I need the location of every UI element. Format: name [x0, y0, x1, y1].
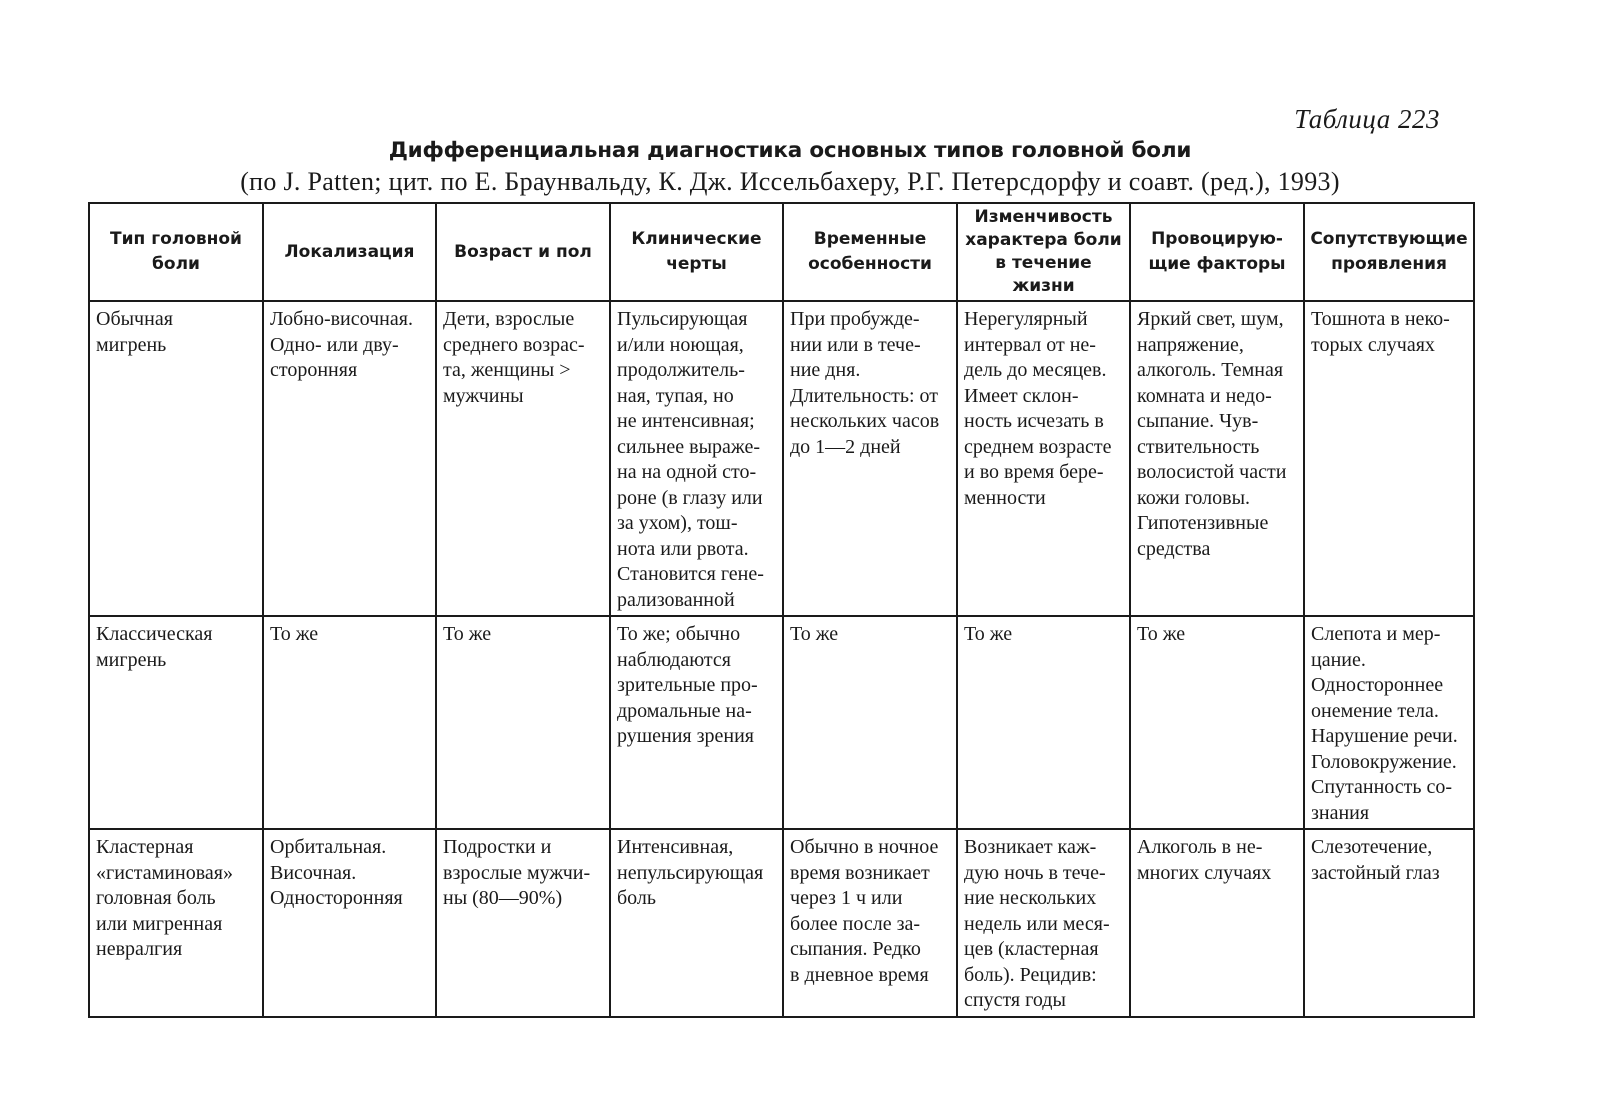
- header-age-sex: Возраст и пол: [436, 203, 610, 301]
- table-row: [89, 829, 1474, 1017]
- cell-age-sex: Дети, взрослые среднего возрас- та, женщины > мужчины: [436, 301, 610, 616]
- table-row: [89, 616, 1474, 829]
- cell-provoking-factors: То же: [1130, 616, 1304, 829]
- cell-temporal-features: При пробужде- нии или в тече- ние дня. Длительность: от нескольких часов до 1—2 дней: [783, 301, 957, 616]
- table-number: Таблица 223: [1294, 104, 1440, 134]
- cell-headache-type: Классическая мигрень: [89, 616, 263, 829]
- cell-localization: То же: [263, 616, 436, 829]
- cell-localization: Орбитальная. Височная. Односторонняя: [263, 829, 436, 1017]
- cell-clinical-features: Интенсивная, непульсирующая боль: [610, 829, 783, 1017]
- cell-temporal-features: То же: [783, 616, 957, 829]
- cell-temporal-features: Обычно в ночное время возникает через 1 ч или более после за- сыпания. Редко в дневное время: [783, 829, 957, 1017]
- cell-associated-symptoms: Тошнота в неко- торых случаях: [1304, 301, 1474, 616]
- header-provoking-factors: Провоцирую- щие факторы: [1130, 203, 1304, 301]
- header-headache-type: Тип головной боли: [89, 203, 263, 301]
- cell-provoking-factors: Алкоголь в не- многих случаях: [1130, 829, 1304, 1017]
- cell-provoking-factors: Яркий свет, шум, напряжение, алкоголь. Темная комната и недо- сыпание. Чув- ствительность волосистой части кожи головы. Гипотензивные средства: [1130, 301, 1304, 616]
- header-clinical-features: Клинические черты: [610, 203, 783, 301]
- cell-headache-type: Кластерная «гистаминовая» головная боль или мигренная невралгия: [89, 829, 263, 1017]
- cell-age-sex: Подростки и взрослые мужчи- ны (80—90%): [436, 829, 610, 1017]
- cell-clinical-features: Пульсирующая и/или ноющая, продолжитель- ная, тупая, но не интенсивная; сильнее выраже- на на одной сто- роне (в глазу или за ухом), тош- нота или рвота. Становится гене- рализованной: [610, 301, 783, 616]
- table-row: [89, 301, 1474, 616]
- header-row: [89, 203, 1474, 301]
- cell-associated-symptoms: Слепота и мер- цание. Одностороннее онемение тела. Нарушение речи. Головокружение. Спутанность со- знания: [1304, 616, 1474, 829]
- cell-variability: Возникает каж- дую ночь в тече- ние нескольких недель или меся- цев (кластерная боль). Рецидив: спустя годы: [957, 829, 1130, 1017]
- header-variability: Изменчивость характера боли в течение жизни: [957, 203, 1130, 301]
- cell-headache-type: Обычная мигрень: [89, 301, 263, 616]
- header-localization: Локализация: [263, 203, 436, 301]
- cell-variability: Нерегулярный интервал от не- дель до месяцев. Имеет склон- ность исчезать в среднем возрасте и во время бере- менности: [957, 301, 1130, 616]
- cell-associated-symptoms: Слезотечение, застойный глаз: [1304, 829, 1474, 1017]
- cell-variability: То же: [957, 616, 1130, 829]
- cell-localization: Лобно-височная. Одно- или дву- сторонняя: [263, 301, 436, 616]
- table-subtitle: (по J. Patten; цит. по Е. Браунвальду, К. Дж. Иссельбахеру, Р.Г. Петерсдорфу и соавт. (ред.), 1993): [240, 167, 1340, 196]
- headache-diagnosis-table: [88, 202, 1475, 1018]
- header-associated-symptoms: Сопутствующие проявления: [1304, 203, 1474, 301]
- table-title: Дифференциальная диагностика основных типов головной боли: [388, 138, 1192, 163]
- cell-age-sex: То же: [436, 616, 610, 829]
- header-temporal-features: Временные особенности: [783, 203, 957, 301]
- cell-clinical-features: То же; обычно наблюдаются зрительные про- дромальные на- рушения зрения: [610, 616, 783, 829]
